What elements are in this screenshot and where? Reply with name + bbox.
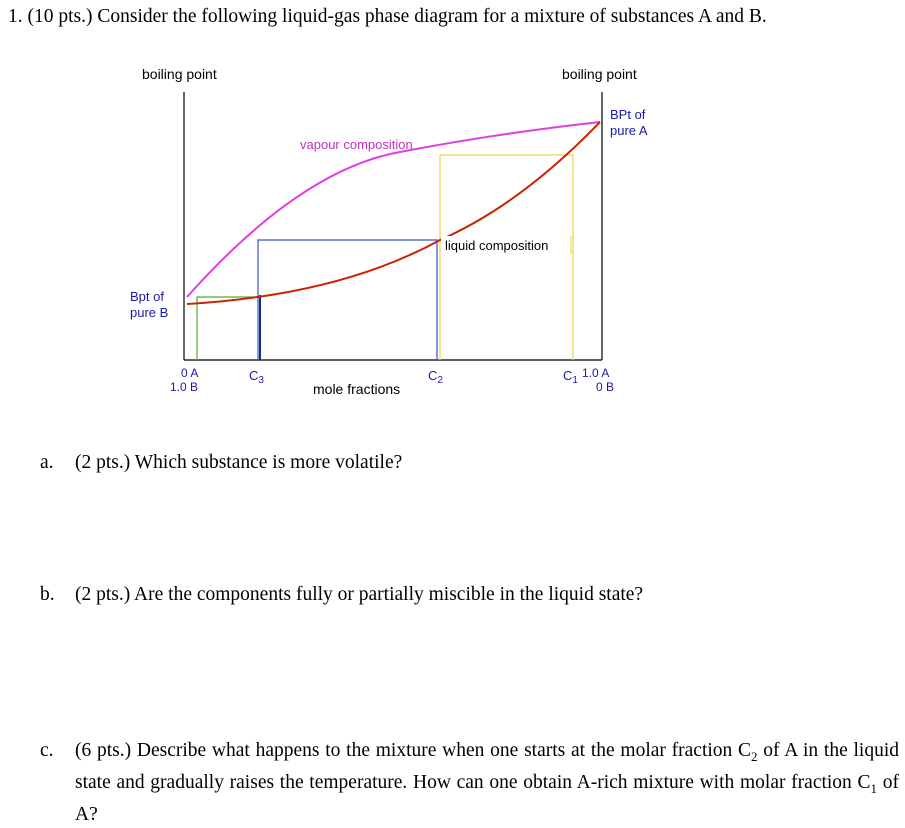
bpt-a-line1: BPt of: [610, 107, 646, 122]
c1-label: $C_1$: [563, 368, 578, 386]
right-tick-top: 1.0 A: [582, 366, 610, 380]
liquid-composition-label: liquid composition: [445, 238, 549, 253]
part-a-label: a.: [40, 452, 54, 473]
bpt-a-line2: pure A: [610, 123, 648, 138]
blue-tie: [258, 240, 437, 360]
part-b-text: (2 pts.) Are the components fully or partially miscible in the liquid state?: [75, 584, 644, 605]
part-c-label: c.: [40, 740, 54, 761]
bpt-b-line2: pure B: [130, 305, 169, 320]
part-a-text: (2 pts.) Which substance is more volatile?: [75, 452, 403, 473]
part-b-label: b.: [40, 584, 55, 605]
right-axis-label: boiling point: [562, 66, 637, 82]
yellow-tie: [440, 155, 573, 360]
x-axis-label: mole fractions: [313, 381, 401, 397]
left-axis-label: boiling point: [142, 66, 217, 82]
left-tick-top: 0 A: [181, 366, 199, 380]
vapour-composition-label: vapour composition: [300, 137, 413, 152]
tie-lines: [197, 155, 573, 360]
part-c-text: (6 pts.) Describe what happens to the mixture when one starts at the molar fraction $C_2$ of A in the liquid state and gradually raises the temperature. How can one obtain A-rich mixture with molar fraction $C_1$ of A?: [75, 740, 899, 825]
c2-label: $C_2$: [428, 368, 443, 386]
right-tick-bottom: 0 B: [596, 380, 615, 394]
left-tick-bottom: 1.0 B: [170, 380, 199, 394]
green-tie: [197, 297, 258, 360]
c3-label: $C_3$: [249, 368, 264, 386]
bpt-b-line1: Bpt of: [130, 289, 164, 304]
question-intro: 1. (10 pts.) Consider the following liquid-gas phase diagram for a mixture of substances A and B.: [8, 6, 767, 27]
